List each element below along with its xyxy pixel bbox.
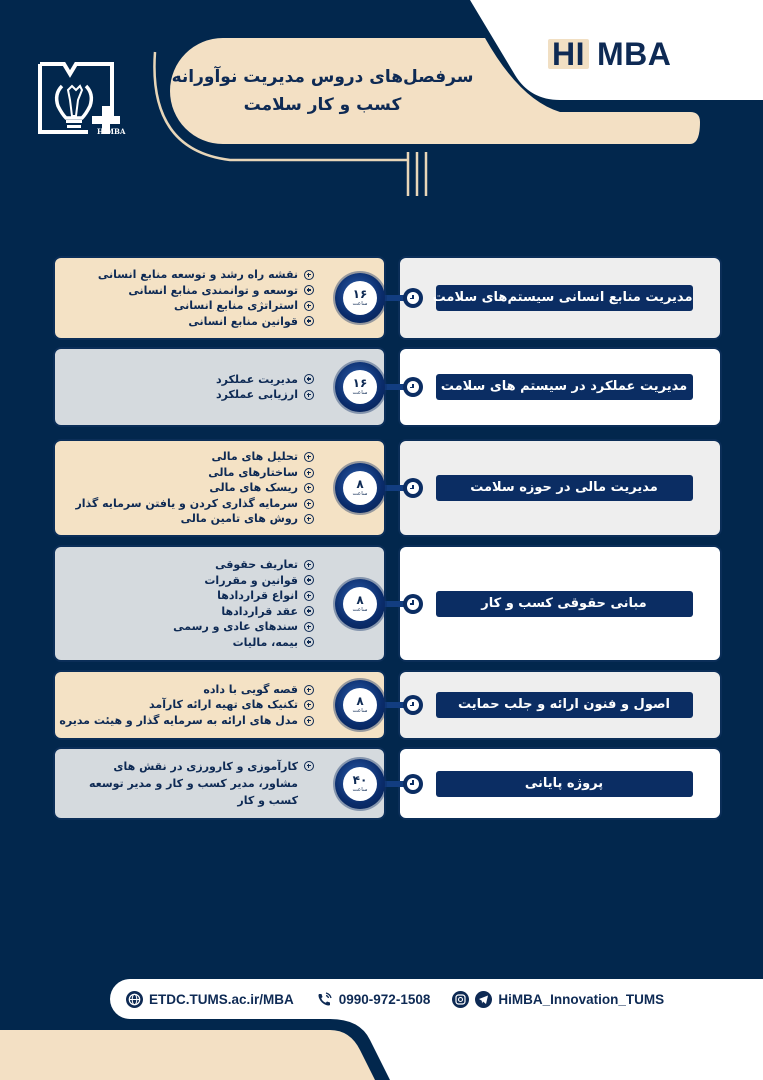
hours-unit: ساعت — [352, 606, 368, 613]
course-title: اصول و فنون ارائه و جلب حمایت — [436, 692, 693, 718]
brand-mba: MBA — [597, 35, 672, 72]
social-text: HiMBA_Innovation_TUMS — [498, 991, 665, 1007]
course-title-card — [398, 545, 722, 662]
instagram-icon — [452, 991, 469, 1008]
topic-item: انواع قراردادها — [173, 588, 314, 604]
course-row — [53, 545, 722, 662]
website-link[interactable] — [126, 991, 294, 1008]
clock-icon — [403, 594, 423, 614]
plus-circle-icon — [304, 716, 314, 726]
page-title — [170, 38, 475, 144]
topic-item: سرمایه گذاری کردن و یافتن سرمایه گذار — [75, 496, 314, 512]
plus-circle-icon — [304, 685, 314, 695]
plus-circle-icon — [304, 374, 314, 384]
course-title-card — [398, 747, 722, 820]
clock-icon — [403, 695, 423, 715]
plus-circle-icon — [304, 301, 314, 311]
course-row — [53, 670, 722, 740]
topic-item: قوانین منابع انسانی — [98, 314, 314, 330]
topics-list — [75, 449, 314, 527]
brand-hi: HI — [548, 39, 589, 69]
phone-icon — [316, 991, 333, 1008]
clock-icon — [403, 288, 423, 308]
course-row — [53, 347, 722, 427]
brand-wordmark — [548, 36, 671, 72]
hours-unit: ساعت — [352, 491, 368, 497]
plus-circle-icon — [304, 761, 314, 771]
social-link[interactable] — [452, 991, 664, 1008]
topics-list — [98, 267, 314, 329]
title-line-2: کسب و کار سلامت — [243, 95, 402, 115]
clock-icon — [403, 478, 423, 498]
topics-list — [173, 557, 314, 650]
hours-value: ۴۰ — [352, 772, 368, 787]
topic-item: تعاریف حقوقی — [173, 557, 314, 573]
topic-item: بیمه، مالیات — [173, 635, 314, 651]
clock-icon — [403, 377, 423, 397]
telegram-icon — [475, 991, 492, 1008]
plus-circle-icon — [304, 591, 314, 601]
hours-unit: ساعت — [352, 708, 368, 714]
topic-item: روش های تامین مالی — [75, 511, 314, 527]
hours-unit: ساعت — [352, 390, 368, 396]
topic-item: کارآموزی و کارورزی در نقش های مشاور، مدیر کسب و کار و مدیر توسعه کسب و کار — [74, 758, 314, 809]
topics-list — [216, 372, 314, 403]
hours-badge — [335, 362, 385, 412]
phone-text: 0990-972-1508 — [338, 991, 431, 1007]
plus-circle-icon — [304, 575, 314, 585]
plus-circle-icon — [304, 390, 314, 400]
course-title: مدیریت عملکرد در سیستم های سلامت — [436, 374, 693, 400]
course-title-card — [398, 347, 722, 427]
plus-circle-icon — [304, 700, 314, 710]
course-title-card — [398, 256, 722, 340]
contact-bar — [110, 979, 763, 1019]
plus-circle-icon — [304, 270, 314, 280]
topic-item: ارزیابی عملکرد — [216, 387, 314, 403]
phone-link[interactable] — [316, 991, 431, 1008]
topic-item: توسعه و توانمندی منابع انسانی — [98, 283, 314, 299]
plus-circle-icon — [304, 316, 314, 326]
logo-caption: HiMBA — [97, 127, 126, 136]
plus-circle-icon — [304, 452, 314, 462]
topic-item: ساختارهای مالی — [75, 465, 314, 481]
hours-value: ۸ — [356, 592, 364, 607]
course-title-card — [398, 670, 722, 740]
topics-list — [59, 682, 314, 729]
plus-circle-icon — [304, 560, 314, 570]
hours-unit: ساعت — [352, 786, 368, 793]
topics-list — [74, 758, 314, 809]
plus-circle-icon — [304, 285, 314, 295]
plus-circle-icon — [304, 606, 314, 616]
hours-badge — [335, 463, 385, 513]
hours-value: ۱۶ — [352, 376, 368, 390]
hours-value: ۸ — [356, 477, 364, 491]
course-title: مبانی حقوقی کسب و کار — [436, 591, 693, 617]
hours-value: ۸ — [356, 694, 364, 708]
plus-circle-icon — [304, 468, 314, 478]
course-row — [53, 747, 722, 820]
hours-badge — [335, 680, 385, 730]
course-row — [53, 256, 722, 340]
title-line-1: سرفصل‌های دروس مدیریت نوآورانه — [171, 67, 474, 87]
plus-circle-icon — [304, 637, 314, 647]
course-title-card — [398, 439, 722, 537]
topic-item: عقد قراردادها — [173, 604, 314, 620]
website-text: ETDC.TUMS.ac.ir/MBA — [149, 991, 294, 1007]
plus-circle-icon — [304, 622, 314, 632]
hours-badge — [335, 759, 385, 809]
topic-item: قصه گویی با داده — [59, 682, 314, 698]
course-title: مدیریت مالی در حوزه سلامت — [436, 475, 693, 501]
topic-item: تحلیل های مالی — [75, 449, 314, 465]
globe-icon — [126, 991, 143, 1008]
topic-item: سندهای عادی و رسمی — [173, 619, 314, 635]
topic-item: نقشه راه رشد و توسعه منابع انسانی — [98, 267, 314, 283]
topic-item: مدل های ارائه به سرمایه گذار و هیئت مدیره — [59, 713, 314, 729]
topic-item: استراتژی منابع انسانی — [98, 298, 314, 314]
course-title: مدیریت منابع انسانی سیستم‌های سلامت — [436, 285, 693, 311]
course-row — [53, 439, 722, 537]
course-title: پروژه پایانی — [436, 771, 693, 797]
topic-item: ریسک های مالی — [75, 480, 314, 496]
hours-unit: ساعت — [352, 301, 368, 307]
plus-circle-icon — [304, 499, 314, 509]
topic-item: قوانین و مقررات — [173, 573, 314, 589]
topic-item: تکنیک های تهیه ارائه کارآمد — [59, 697, 314, 713]
hours-value: ۱۶ — [352, 287, 368, 301]
plus-circle-icon — [304, 514, 314, 524]
hours-badge — [335, 273, 385, 323]
clock-icon — [403, 774, 423, 794]
plus-circle-icon — [304, 483, 314, 493]
hours-badge — [335, 579, 385, 629]
topic-item: مدیریت عملکرد — [216, 372, 314, 388]
